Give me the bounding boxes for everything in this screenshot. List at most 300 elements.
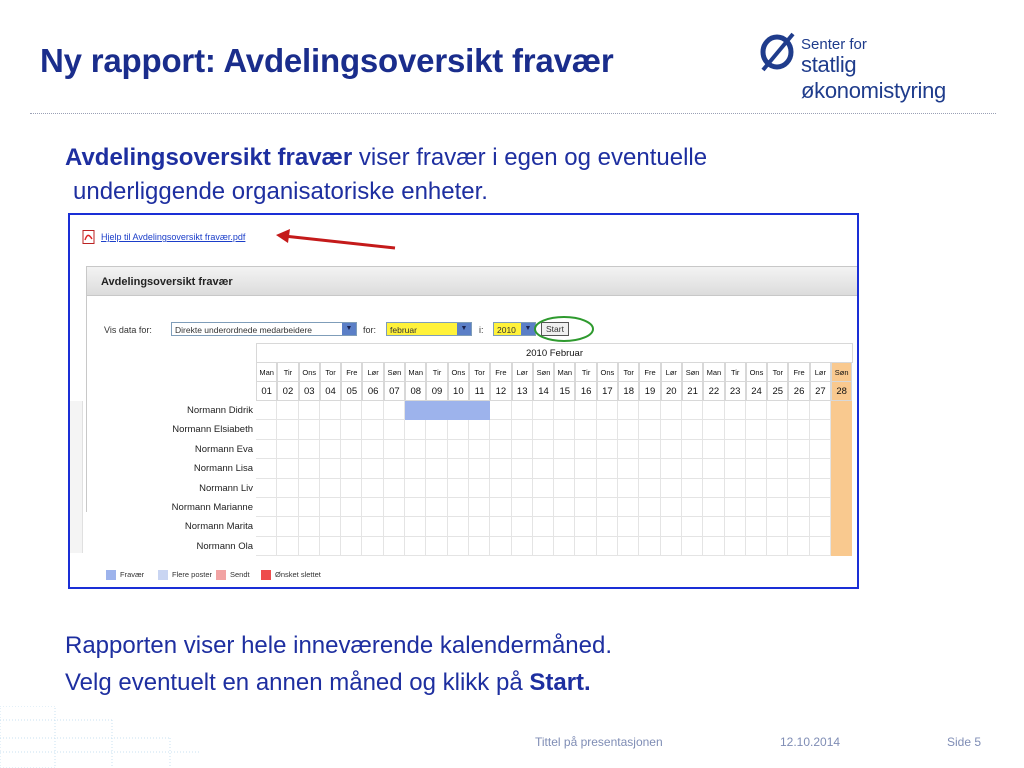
day-cell[interactable]: [256, 479, 277, 498]
day-cell[interactable]: [426, 420, 447, 439]
day-cell[interactable]: [448, 498, 469, 517]
day-cell[interactable]: [362, 401, 383, 420]
day-cell[interactable]: [661, 420, 682, 439]
corner-decoration: [0, 706, 200, 768]
weekday-row: [256, 362, 852, 382]
day-cell[interactable]: [746, 517, 767, 536]
day-cell[interactable]: [533, 498, 554, 517]
day-cell[interactable]: [661, 498, 682, 517]
weekday-header: Tor: [320, 362, 341, 382]
day-cell[interactable]: [597, 420, 618, 439]
day-cell[interactable]: [405, 401, 426, 420]
employee-row: [256, 498, 852, 517]
employee-name: Normann Marita: [184, 521, 253, 533]
day-cell[interactable]: [575, 537, 596, 556]
day-cell[interactable]: [299, 517, 320, 536]
day-cell[interactable]: [256, 517, 277, 536]
day-cell[interactable]: [639, 401, 660, 420]
day-cell[interactable]: [746, 401, 767, 420]
day-cell[interactable]: [512, 440, 533, 459]
day-cell[interactable]: [490, 420, 511, 439]
day-cell[interactable]: [810, 420, 831, 439]
day-cell[interactable]: [661, 401, 682, 420]
day-cell[interactable]: [639, 420, 660, 439]
day-cell[interactable]: [831, 420, 852, 439]
day-cell[interactable]: [831, 459, 852, 478]
day-cell[interactable]: [405, 420, 426, 439]
day-cell[interactable]: [299, 401, 320, 420]
day-cell[interactable]: [703, 459, 724, 478]
day-cell[interactable]: [554, 498, 575, 517]
day-cell[interactable]: [639, 440, 660, 459]
day-cell[interactable]: [746, 459, 767, 478]
day-cell[interactable]: [703, 420, 724, 439]
year-value: 2010: [497, 325, 516, 335]
day-cell[interactable]: [661, 440, 682, 459]
day-cell[interactable]: [682, 401, 703, 420]
day-number: 02: [277, 381, 298, 401]
day-cell[interactable]: [512, 498, 533, 517]
day-cell[interactable]: [256, 537, 277, 556]
day-cell[interactable]: [256, 459, 277, 478]
day-cell[interactable]: [384, 479, 405, 498]
day-cell[interactable]: [490, 440, 511, 459]
day-cell[interactable]: [788, 401, 809, 420]
day-cell[interactable]: [426, 537, 447, 556]
start-button[interactable]: Start: [541, 322, 569, 336]
day-cell[interactable]: [384, 440, 405, 459]
day-cell[interactable]: [746, 537, 767, 556]
pdf-icon: [82, 230, 96, 244]
day-cell[interactable]: [405, 537, 426, 556]
day-cell[interactable]: [384, 537, 405, 556]
day-cell[interactable]: [831, 498, 852, 517]
day-cell[interactable]: [767, 440, 788, 459]
day-cell[interactable]: [682, 517, 703, 536]
day-cell[interactable]: [341, 498, 362, 517]
day-number: 23: [725, 381, 746, 401]
day-cell[interactable]: [362, 459, 383, 478]
day-cell[interactable]: [618, 420, 639, 439]
day-cell[interactable]: [575, 479, 596, 498]
day-cell[interactable]: [341, 517, 362, 536]
day-cell[interactable]: [512, 517, 533, 536]
day-cell[interactable]: [597, 498, 618, 517]
weekday-header: Ons: [597, 362, 618, 382]
employee-name: Normann Didrik: [187, 405, 253, 416]
day-cell[interactable]: [639, 517, 660, 536]
weekday-header: Søn: [831, 362, 852, 382]
day-number: 22: [703, 381, 724, 401]
day-cell[interactable]: [618, 440, 639, 459]
day-cell[interactable]: [554, 537, 575, 556]
day-cell[interactable]: [661, 517, 682, 536]
day-cell[interactable]: [448, 440, 469, 459]
day-number: 11: [469, 381, 490, 401]
day-number: 16: [575, 381, 596, 401]
day-cell[interactable]: [512, 459, 533, 478]
year-label: i:: [479, 325, 484, 335]
day-cell[interactable]: [469, 517, 490, 536]
legend-swatch: [216, 570, 226, 580]
day-cell[interactable]: [703, 537, 724, 556]
weekday-header: Fre: [490, 362, 511, 382]
chevron-down-icon[interactable]: ▼: [457, 323, 471, 335]
show-for-value: Direkte underordnede medarbeidere: [175, 325, 313, 335]
weekday-header: Ons: [299, 362, 320, 382]
legend-label: Fravær: [120, 570, 145, 579]
day-cell[interactable]: [299, 498, 320, 517]
day-cell[interactable]: [746, 420, 767, 439]
day-cell[interactable]: [320, 459, 341, 478]
day-cell[interactable]: [512, 537, 533, 556]
day-number: 17: [597, 381, 618, 401]
help-pdf-link[interactable]: Hjelp til Avdelingsoversikt fravær.pdf: [101, 232, 246, 242]
day-cell[interactable]: [299, 479, 320, 498]
day-cell[interactable]: [575, 401, 596, 420]
day-cell[interactable]: [299, 459, 320, 478]
day-cell[interactable]: [469, 459, 490, 478]
day-cell[interactable]: [405, 498, 426, 517]
weekday-header: Tor: [469, 362, 490, 382]
day-number: 28: [831, 381, 852, 401]
weekday-header: Man: [405, 362, 426, 382]
day-cell[interactable]: [831, 537, 852, 556]
day-cell[interactable]: [725, 479, 746, 498]
day-cell[interactable]: [639, 459, 660, 478]
day-cell[interactable]: [725, 459, 746, 478]
day-cell[interactable]: [533, 537, 554, 556]
dfo-logo: [760, 32, 1000, 103]
legend-item: [158, 570, 212, 580]
day-cell[interactable]: [661, 479, 682, 498]
day-cell[interactable]: [384, 517, 405, 536]
day-cell[interactable]: [469, 401, 490, 420]
day-cell[interactable]: [597, 401, 618, 420]
day-cell[interactable]: [639, 537, 660, 556]
employee-name: Normann Eva: [194, 443, 253, 455]
day-cell[interactable]: [554, 440, 575, 459]
day-cell[interactable]: [512, 401, 533, 420]
day-cell[interactable]: [299, 537, 320, 556]
day-cell[interactable]: [682, 440, 703, 459]
day-cell[interactable]: [362, 479, 383, 498]
day-cell[interactable]: [341, 440, 362, 459]
day-cell[interactable]: [725, 498, 746, 517]
day-cell[interactable]: [703, 498, 724, 517]
day-cell[interactable]: [703, 440, 724, 459]
day-cell[interactable]: [341, 420, 362, 439]
day-cell[interactable]: [448, 517, 469, 536]
logo-line1: Senter for: [801, 36, 867, 53]
day-cell[interactable]: [490, 498, 511, 517]
day-cell[interactable]: [810, 537, 831, 556]
logo-line2: statlig økonomistyring: [801, 52, 946, 103]
show-for-select[interactable]: [171, 322, 357, 336]
day-cell[interactable]: [725, 420, 746, 439]
day-cell[interactable]: [575, 420, 596, 439]
weekday-header: Tir: [426, 362, 447, 382]
day-cell[interactable]: [426, 498, 447, 517]
day-cell[interactable]: [597, 440, 618, 459]
day-cell[interactable]: [362, 537, 383, 556]
day-cell[interactable]: [512, 420, 533, 439]
day-cell[interactable]: [831, 479, 852, 498]
day-cell[interactable]: [725, 401, 746, 420]
day-cell[interactable]: [746, 440, 767, 459]
bottom-line2: Velg eventuelt en annen måned og klikk på: [65, 669, 530, 696]
intro-bold: Avdelingsoversikt fravær: [65, 144, 353, 171]
day-cell[interactable]: [362, 498, 383, 517]
day-cell[interactable]: [405, 459, 426, 478]
day-cell[interactable]: [469, 420, 490, 439]
day-cell[interactable]: [426, 440, 447, 459]
day-cell[interactable]: [725, 517, 746, 536]
day-cell[interactable]: [320, 420, 341, 439]
app-screenshot: [68, 213, 859, 589]
day-cell[interactable]: [405, 479, 426, 498]
day-cell[interactable]: [767, 459, 788, 478]
day-cell[interactable]: [277, 479, 298, 498]
day-cell[interactable]: [533, 459, 554, 478]
day-cell[interactable]: [810, 517, 831, 536]
day-cell[interactable]: [767, 401, 788, 420]
day-cell[interactable]: [575, 517, 596, 536]
weekday-header: Søn: [533, 362, 554, 382]
day-cell[interactable]: [533, 420, 554, 439]
day-number: 03: [299, 381, 320, 401]
day-cell[interactable]: [661, 537, 682, 556]
day-cell[interactable]: [597, 517, 618, 536]
day-cell[interactable]: [597, 537, 618, 556]
day-cell[interactable]: [703, 479, 724, 498]
day-cell[interactable]: [597, 459, 618, 478]
day-cell[interactable]: [448, 401, 469, 420]
day-cell[interactable]: [682, 498, 703, 517]
day-cell[interactable]: [682, 459, 703, 478]
day-cell[interactable]: [490, 459, 511, 478]
day-cell[interactable]: [682, 479, 703, 498]
weekday-header: Ons: [448, 362, 469, 382]
day-cell[interactable]: [554, 459, 575, 478]
day-cell[interactable]: [788, 498, 809, 517]
day-cell[interactable]: [469, 440, 490, 459]
day-cell[interactable]: [405, 440, 426, 459]
day-cell[interactable]: [490, 537, 511, 556]
day-cell[interactable]: [767, 517, 788, 536]
day-cell[interactable]: [788, 517, 809, 536]
day-cell[interactable]: [597, 479, 618, 498]
weekday-header: Søn: [384, 362, 405, 382]
day-cell[interactable]: [554, 479, 575, 498]
day-cell[interactable]: [384, 498, 405, 517]
day-cell[interactable]: [362, 517, 383, 536]
weekday-header: Lør: [512, 362, 533, 382]
day-cell[interactable]: [703, 517, 724, 536]
day-cell[interactable]: [469, 479, 490, 498]
day-cell[interactable]: [299, 440, 320, 459]
day-number: 12: [490, 381, 511, 401]
day-cell[interactable]: [362, 440, 383, 459]
day-cell[interactable]: [512, 479, 533, 498]
day-cell[interactable]: [256, 440, 277, 459]
weekday-header: Fre: [639, 362, 660, 382]
day-cell[interactable]: [575, 440, 596, 459]
day-cell[interactable]: [341, 459, 362, 478]
weekday-header: Man: [256, 362, 277, 382]
weekday-header: Tir: [575, 362, 596, 382]
day-cell[interactable]: [448, 479, 469, 498]
employee-row: [256, 537, 852, 556]
day-cell[interactable]: [256, 401, 277, 420]
day-cell[interactable]: [448, 459, 469, 478]
day-cell[interactable]: [469, 498, 490, 517]
day-cell[interactable]: [426, 459, 447, 478]
day-cell[interactable]: [639, 498, 660, 517]
legend-swatch: [106, 570, 116, 580]
day-cell[interactable]: [490, 517, 511, 536]
month-select[interactable]: [386, 322, 472, 336]
day-cell[interactable]: [788, 537, 809, 556]
legend-item: [261, 570, 321, 580]
weekday-header: Fre: [788, 362, 809, 382]
chevron-down-icon[interactable]: ▼: [521, 323, 535, 335]
day-cell[interactable]: [341, 537, 362, 556]
day-cell[interactable]: [448, 537, 469, 556]
day-cell[interactable]: [277, 420, 298, 439]
day-cell[interactable]: [533, 517, 554, 536]
day-number: 27: [810, 381, 831, 401]
day-cell[interactable]: [703, 401, 724, 420]
day-cell[interactable]: [490, 401, 511, 420]
day-cell[interactable]: [320, 440, 341, 459]
day-cell[interactable]: [810, 401, 831, 420]
day-cell[interactable]: [682, 420, 703, 439]
day-cell[interactable]: [277, 517, 298, 536]
day-cell[interactable]: [767, 537, 788, 556]
day-cell[interactable]: [831, 440, 852, 459]
day-cell[interactable]: [362, 420, 383, 439]
weekday-header: Ons: [746, 362, 767, 382]
day-cell[interactable]: [661, 459, 682, 478]
day-cell[interactable]: [320, 498, 341, 517]
bottom-line2-bold: Start.: [529, 669, 591, 696]
day-cell[interactable]: [277, 537, 298, 556]
day-number: 06: [362, 381, 383, 401]
intro-text: [65, 141, 885, 209]
day-cell[interactable]: [405, 517, 426, 536]
chevron-down-icon[interactable]: ▼: [342, 323, 356, 335]
day-cell[interactable]: [277, 459, 298, 478]
day-cell[interactable]: [554, 420, 575, 439]
day-cell[interactable]: [320, 517, 341, 536]
day-cell[interactable]: [448, 420, 469, 439]
start-highlight-ring-icon: [533, 315, 595, 343]
day-cell[interactable]: [831, 517, 852, 536]
day-cell[interactable]: [256, 498, 277, 517]
footer-title: Tittel på presentasjonen: [535, 735, 663, 749]
weekday-header: Søn: [682, 362, 703, 382]
day-cell[interactable]: [725, 440, 746, 459]
day-cell[interactable]: [788, 440, 809, 459]
day-cell[interactable]: [746, 498, 767, 517]
day-cell[interactable]: [341, 479, 362, 498]
bottom-text: [65, 627, 765, 701]
day-cell[interactable]: [725, 537, 746, 556]
day-cell[interactable]: [341, 401, 362, 420]
employee-name: Normann Elsiabeth: [172, 424, 253, 436]
day-cell[interactable]: [575, 459, 596, 478]
day-cell[interactable]: [618, 459, 639, 478]
day-cell[interactable]: [384, 420, 405, 439]
day-cell[interactable]: [810, 498, 831, 517]
day-cell[interactable]: [746, 479, 767, 498]
day-cell[interactable]: [767, 420, 788, 439]
day-cell[interactable]: [469, 537, 490, 556]
day-cell[interactable]: [618, 401, 639, 420]
day-cell[interactable]: [426, 479, 447, 498]
day-cell[interactable]: [320, 479, 341, 498]
day-cell[interactable]: [426, 517, 447, 536]
day-cell[interactable]: [639, 479, 660, 498]
day-cell[interactable]: [299, 420, 320, 439]
day-cell[interactable]: [256, 420, 277, 439]
day-cell[interactable]: [490, 479, 511, 498]
day-cell[interactable]: [618, 517, 639, 536]
day-cell[interactable]: [320, 401, 341, 420]
day-cell[interactable]: [682, 537, 703, 556]
day-cell[interactable]: [810, 479, 831, 498]
day-cell[interactable]: [618, 479, 639, 498]
day-cell[interactable]: [426, 401, 447, 420]
day-cell[interactable]: [384, 401, 405, 420]
year-select[interactable]: [493, 322, 536, 336]
day-cell[interactable]: [618, 498, 639, 517]
weekday-header: Lør: [810, 362, 831, 382]
day-number: 14: [533, 381, 554, 401]
day-cell[interactable]: [277, 401, 298, 420]
day-number-row: [256, 381, 852, 401]
day-number: 24: [746, 381, 767, 401]
day-cell[interactable]: [788, 479, 809, 498]
day-cell[interactable]: [788, 459, 809, 478]
day-cell[interactable]: [320, 537, 341, 556]
weekday-header: Man: [703, 362, 724, 382]
employee-name: Normann Lisa: [193, 463, 253, 475]
day-cell[interactable]: [618, 537, 639, 556]
day-cell[interactable]: [277, 440, 298, 459]
day-cell[interactable]: [788, 420, 809, 439]
calendar-month-title: 2010 Februar: [256, 343, 853, 363]
day-cell[interactable]: [767, 479, 788, 498]
day-cell[interactable]: [554, 401, 575, 420]
employee-row: [256, 479, 852, 498]
day-cell[interactable]: [810, 440, 831, 459]
day-cell[interactable]: [831, 401, 852, 420]
day-cell[interactable]: [767, 498, 788, 517]
day-cell[interactable]: [575, 498, 596, 517]
show-for-label: Vis data for:: [104, 325, 152, 335]
day-cell[interactable]: [533, 440, 554, 459]
day-cell[interactable]: [533, 479, 554, 498]
employee-name: Normann Ola: [196, 540, 253, 552]
day-number: 15: [554, 381, 575, 401]
day-cell[interactable]: [554, 517, 575, 536]
day-cell[interactable]: [810, 459, 831, 478]
day-cell[interactable]: [277, 498, 298, 517]
day-cell[interactable]: [384, 459, 405, 478]
day-cell[interactable]: [533, 401, 554, 420]
